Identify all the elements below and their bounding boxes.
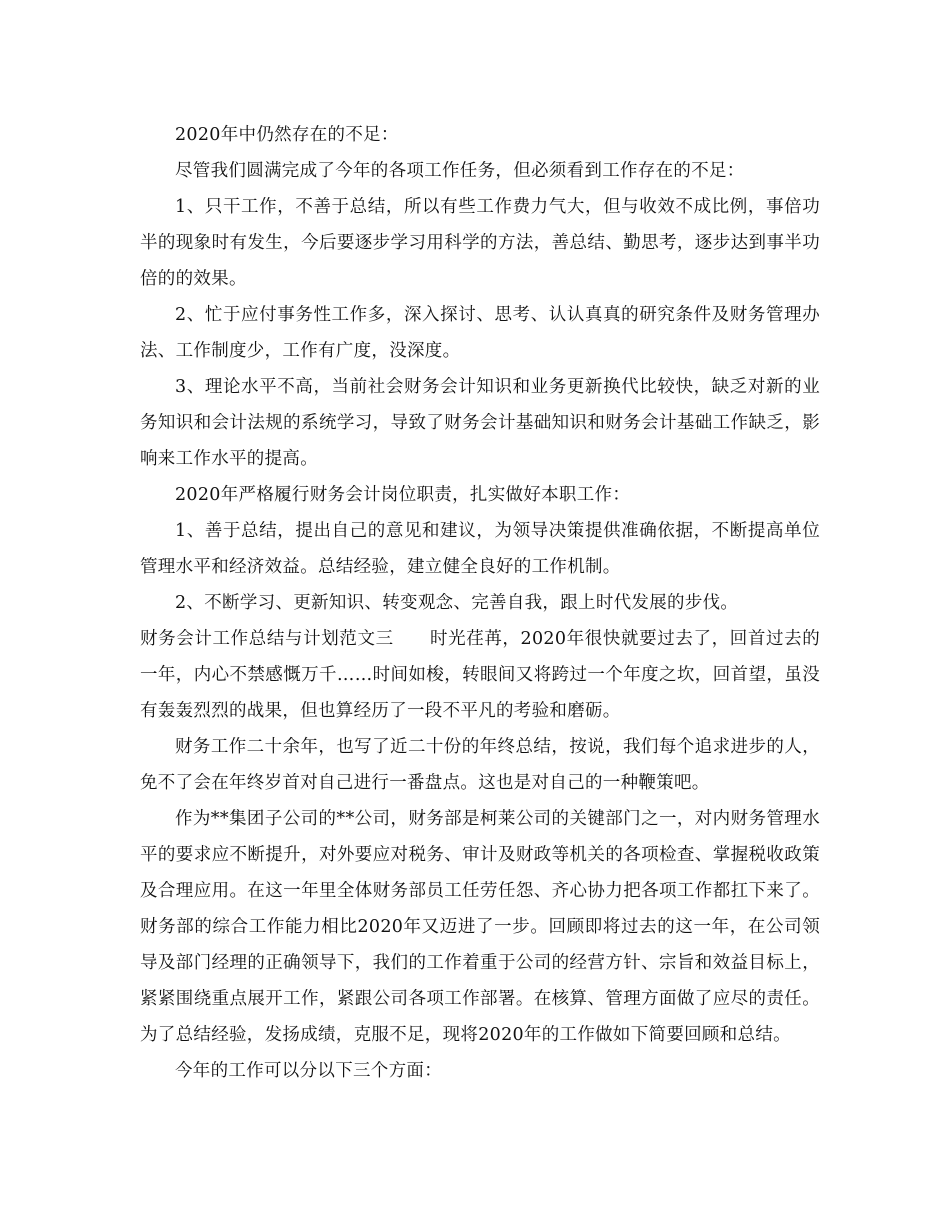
paragraph-shortcoming-2: 2、忙于应付事务性工作多，深入探讨、思考、认认真真的研究条件及财务管理办法、工作制度少，工作有广度，没深度。 bbox=[140, 305, 820, 361]
paragraph-shortcomings-intro: 尽管我们圆满完成了今年的各项工作任务，但必须看到工作存在的不足： bbox=[175, 161, 745, 181]
paragraph-shortcomings-heading: 2020年中仍然存在的不足： bbox=[175, 125, 399, 145]
paragraph-shortcoming-1: 1、只干工作，不善于总结，所以有些工作费力气大，但与收效不成比例，事倍功半的现象时有发生，今后要逐步学习用科学的方法，善总结、勤思考，逐步达到事半功倍的的效果。 bbox=[140, 197, 820, 289]
paragraph-company-role: 作为**集团子公司的**公司，财务部是柯莱公司的关键部门之一，对内财务管理水平的要求应不断提升，对外要应对税务、审计及财政等机关的各项检查、掌握税收政策及合理应用。在这一年里全体财务部员工任劳任怨、齐心协力把各项工作都扛下来了。财务部的综合工作能力相比2020年又迈进了一步。回顾即将过去的这一年，在公司领导及部门经理的正确领导下，我们的工作着重于公司的经营方针、宗旨和效益目标上，紧紧围绕重点展开工作，紧跟公司各项工作部署。在核算、管理方面做了应尽的责任。为了总结经验，发扬成绩，克服不足，现将2020年的工作做如下简要回顾和总结。 bbox=[140, 809, 820, 1045]
paragraph-finance-years: 财务工作二十余年，也写了近二十份的年终总结，按说，我们每个追求进步的人，免不了会在年终岁首对自己进行一番盘点。这也是对自己的一种鞭策吧。 bbox=[140, 737, 820, 793]
paragraph-three-aspects: 今年的工作可以分以下三个方面： bbox=[175, 1061, 442, 1081]
paragraph-section-three-title: 财务会计工作总结与计划范文三 时光荏苒，2020年很快就要过去了，回首过去的一年，内心不禁感慨万千……时间如梭，转眼间又将跨过一个年度之坎，回首望，虽没有轰轰烈烈的战果，但也算经历了一段不平凡的考验和磨砺。 bbox=[140, 629, 820, 721]
paragraph-shortcoming-3: 3、理论水平不高，当前社会财务会计知识和业务更新换代比较快，缺乏对新的业务知识和会计法规的系统学习，导致了财务会计基础知识和财务会计基础工作缺乏，影响来工作水平的提高。 bbox=[140, 377, 820, 469]
paragraph-duty-2: 2、不断学习、更新知识、转变观念、完善自我，跟上时代发展的步伐。 bbox=[175, 593, 739, 613]
paragraph-duties-heading: 2020年严格履行财务会计岗位职责，扎实做好本职工作： bbox=[175, 485, 631, 505]
paragraph-duty-1: 1、善于总结，提出自己的意见和建议，为领导决策提供准确依据，不断提高单位管理水平和经济效益。总结经验，建立健全良好的工作机制。 bbox=[140, 521, 820, 577]
